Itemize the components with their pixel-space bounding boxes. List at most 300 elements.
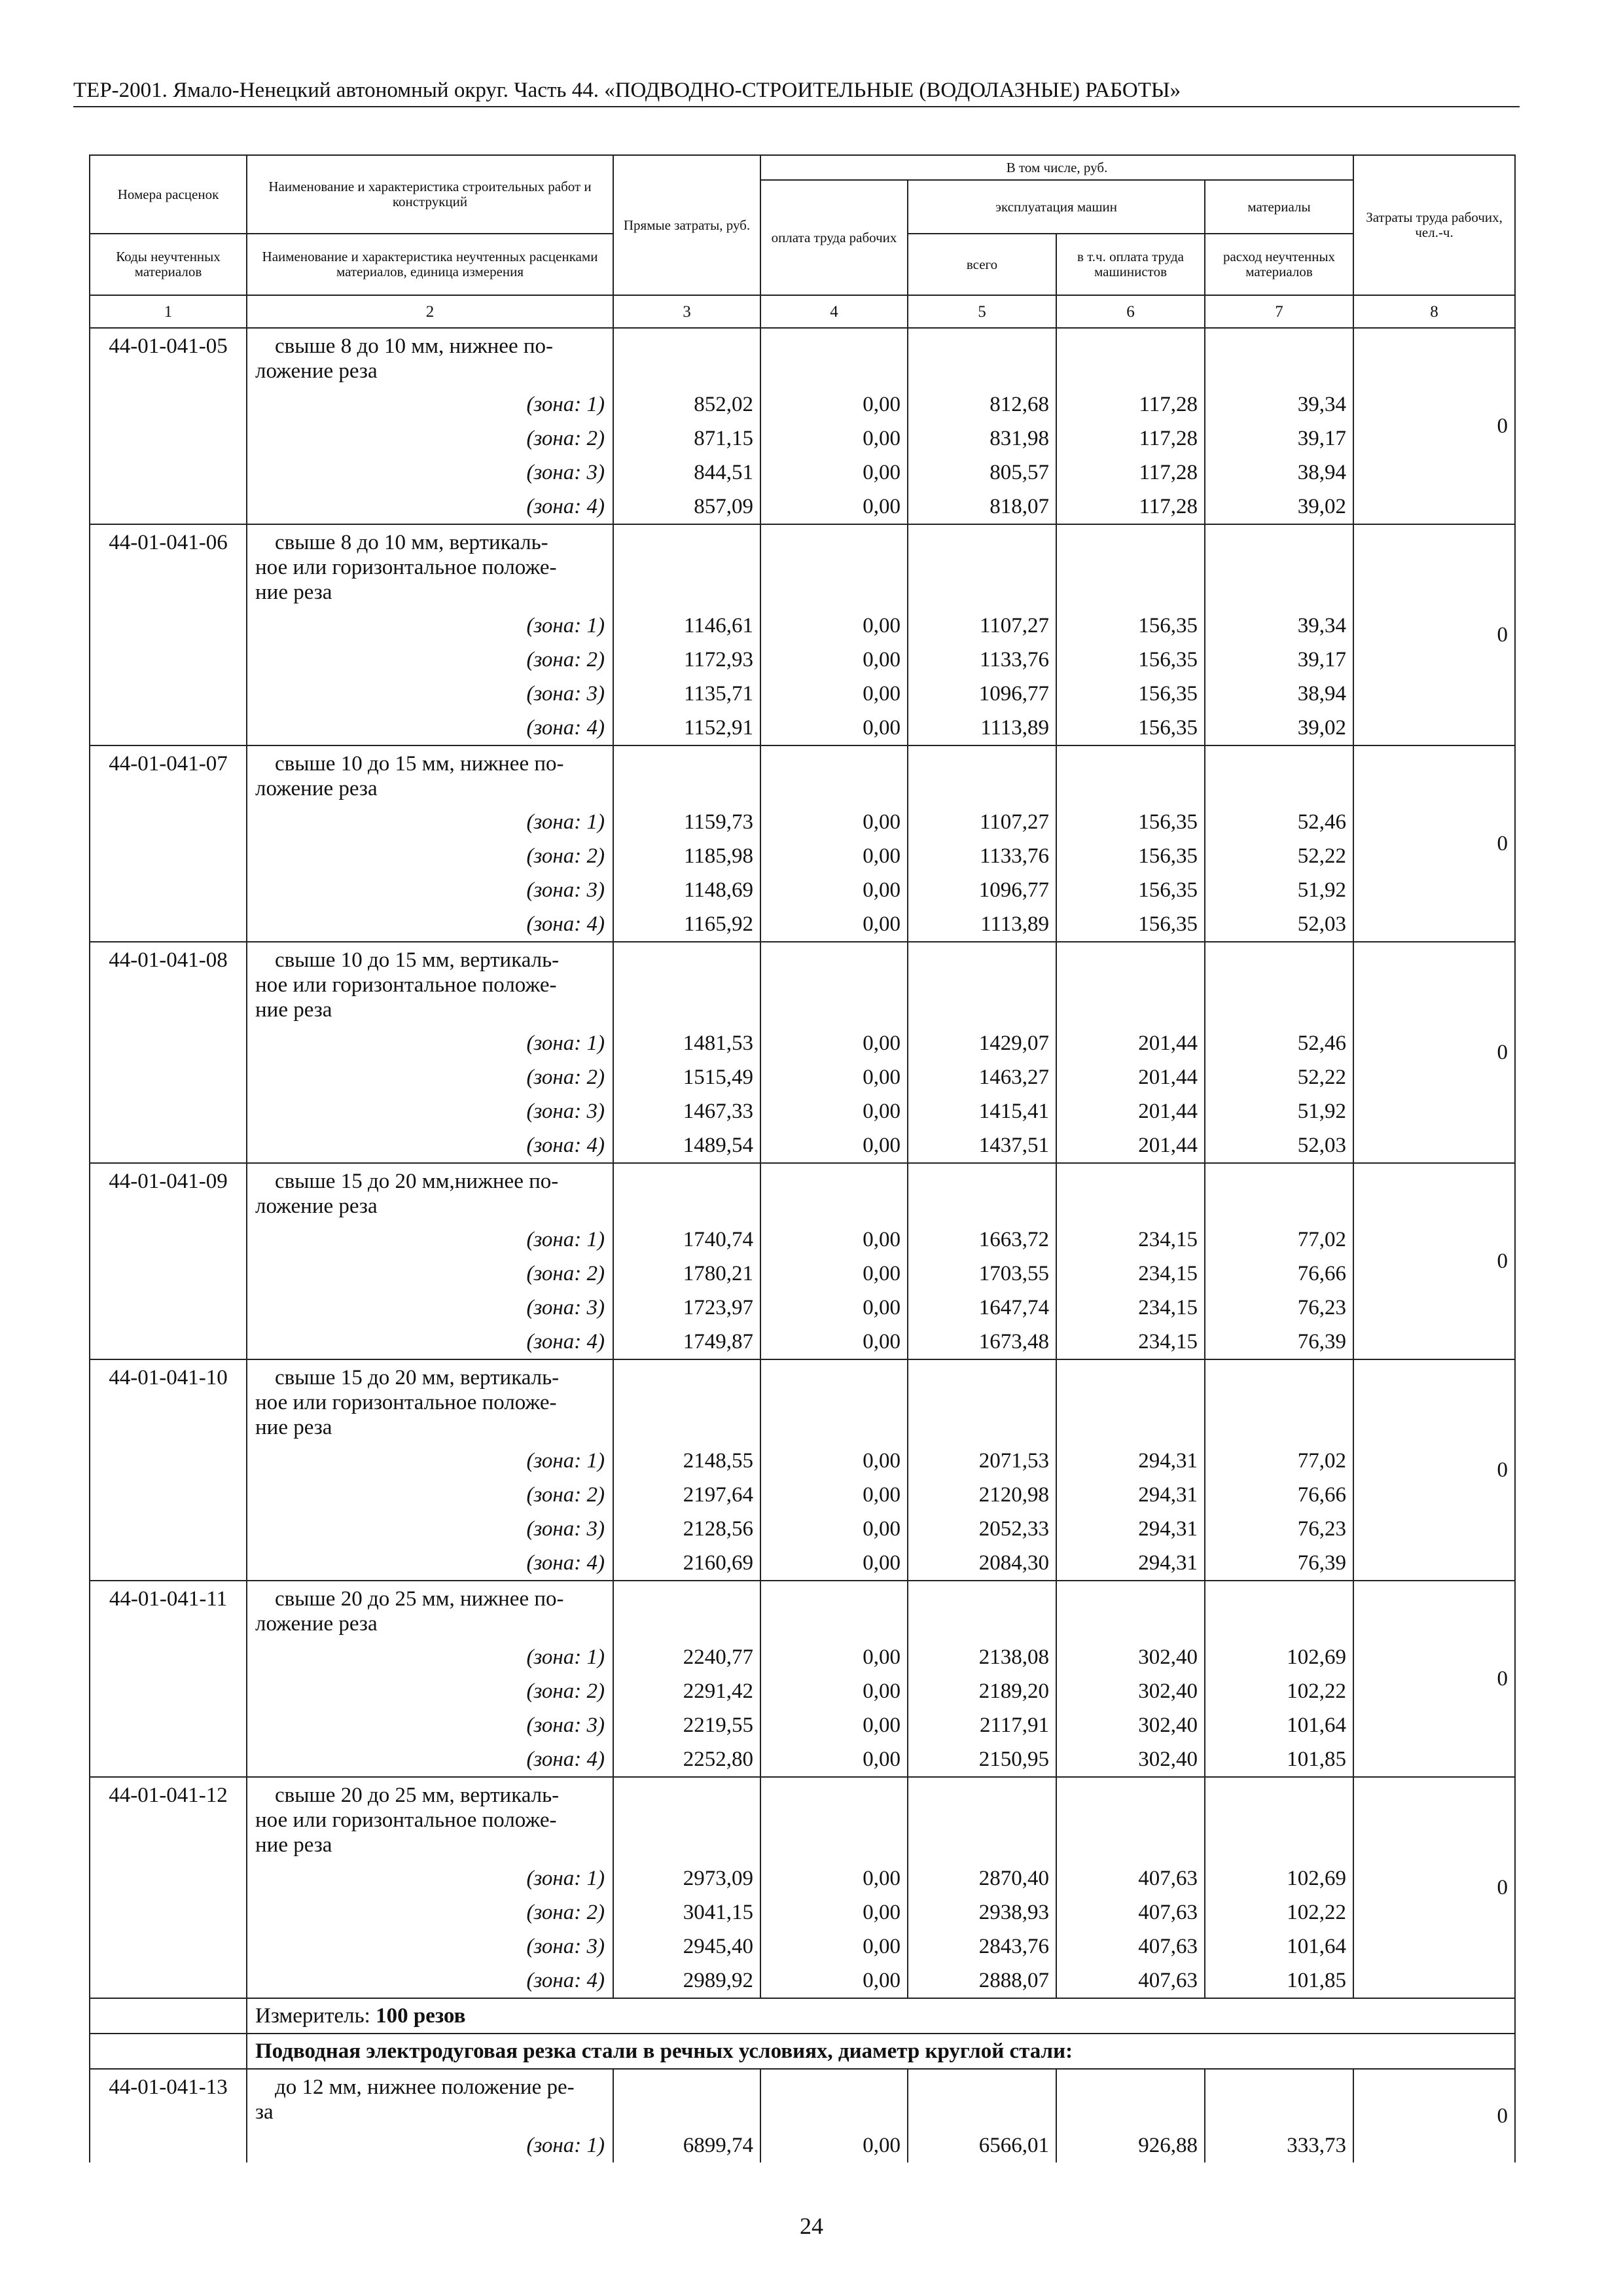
- materials-cost: 39,17: [1205, 422, 1353, 456]
- zone-row: [90, 1546, 1515, 1581]
- description-line: ное или горизонтальное положе-: [255, 1391, 557, 1414]
- zone-label: (зона: 2): [247, 422, 613, 456]
- materials-cost: 39,02: [1205, 711, 1353, 745]
- machine-cost-total: 1437,51: [908, 1128, 1056, 1163]
- empty-cell: [760, 745, 908, 805]
- machine-cost-total: 2052,33: [908, 1512, 1056, 1546]
- labor-cost: 0: [1353, 1163, 1515, 1359]
- zone-label: (зона: 1): [247, 1444, 613, 1478]
- direct-cost: 2973,09: [613, 1861, 760, 1895]
- worker-wages: 0,00: [760, 387, 908, 422]
- zone-row: [90, 1640, 1515, 1674]
- machine-cost-total: 1673,48: [908, 1325, 1056, 1359]
- header-col7: расход неучтенных материалов: [1205, 234, 1353, 295]
- work-description: [247, 328, 613, 387]
- machine-cost-total: 1133,76: [908, 643, 1056, 677]
- machinist-wages: 156,35: [1056, 873, 1205, 907]
- empty-cell: [613, 2069, 760, 2128]
- worker-wages: 0,00: [760, 1546, 908, 1581]
- direct-cost: 1749,87: [613, 1325, 760, 1359]
- zone-row: [90, 1026, 1515, 1060]
- empty-cell: [1205, 745, 1353, 805]
- worker-wages: 0,00: [760, 1325, 908, 1359]
- zone-label: (зона: 2): [247, 839, 613, 873]
- machinist-wages: 926,88: [1056, 2128, 1205, 2162]
- materials-cost: 101,64: [1205, 1929, 1353, 1964]
- work-description: [247, 1163, 613, 1223]
- direct-cost: 1723,97: [613, 1291, 760, 1325]
- zone-label: (зона: 1): [247, 387, 613, 422]
- rate-row: [90, 524, 1515, 609]
- zone-label: (зона: 2): [247, 1895, 613, 1929]
- machine-cost-total: 1107,27: [908, 609, 1056, 643]
- description-line: ложение реза: [255, 1194, 378, 1218]
- materials-cost: 76,39: [1205, 1325, 1353, 1359]
- zone-row: [90, 1325, 1515, 1359]
- worker-wages: 0,00: [760, 1257, 908, 1291]
- materials-cost: 102,69: [1205, 1861, 1353, 1895]
- rate-code: 44-01-041-08: [90, 942, 247, 1163]
- machinist-wages: 302,40: [1056, 1674, 1205, 1708]
- zone-label: (зона: 2): [247, 1060, 613, 1094]
- labor-cost: 0: [1353, 1581, 1515, 1777]
- rate-row: [90, 942, 1515, 1026]
- zone-row: [90, 456, 1515, 490]
- col-number: 1: [90, 295, 247, 328]
- machine-cost-total: 1429,07: [908, 1026, 1056, 1060]
- zone-row: [90, 1223, 1515, 1257]
- zone-label: (зона: 1): [247, 1861, 613, 1895]
- work-description-text: [255, 1581, 606, 1640]
- worker-wages: 0,00: [760, 839, 908, 873]
- zone-label: (зона: 1): [247, 2128, 613, 2162]
- direct-cost: 1146,61: [613, 609, 760, 643]
- direct-cost: 3041,15: [613, 1895, 760, 1929]
- zone-row: [90, 1964, 1515, 1998]
- machine-cost-total: 2189,20: [908, 1674, 1056, 1708]
- worker-wages: 0,00: [760, 609, 908, 643]
- empty-cell: [760, 942, 908, 1026]
- rate-row: [90, 1581, 1515, 1640]
- machinist-wages: 234,15: [1056, 1291, 1205, 1325]
- worker-wages: 0,00: [760, 1929, 908, 1964]
- machinist-wages: 201,44: [1056, 1060, 1205, 1094]
- direct-cost: 1159,73: [613, 805, 760, 839]
- machine-cost-total: 1096,77: [908, 677, 1056, 711]
- zone-label: (зона: 4): [247, 1742, 613, 1777]
- worker-wages: 0,00: [760, 1861, 908, 1895]
- zone-label: (зона: 1): [247, 1223, 613, 1257]
- machinist-wages: 201,44: [1056, 1094, 1205, 1128]
- materials-cost: 102,22: [1205, 1674, 1353, 1708]
- worker-wages: 0,00: [760, 643, 908, 677]
- zone-row: [90, 873, 1515, 907]
- worker-wages: 0,00: [760, 490, 908, 524]
- zone-row: [90, 387, 1515, 422]
- zone-label: (зона: 3): [247, 456, 613, 490]
- worker-wages: 0,00: [760, 456, 908, 490]
- zone-row: [90, 1128, 1515, 1163]
- materials-cost: 77,02: [1205, 1444, 1353, 1478]
- zone-row: [90, 643, 1515, 677]
- work-description-text: [255, 1778, 606, 1861]
- machine-cost-total: 6566,01: [908, 2128, 1056, 2162]
- zone-row: [90, 422, 1515, 456]
- empty-cell: [1205, 2069, 1353, 2128]
- materials-cost: 52,46: [1205, 1026, 1353, 1060]
- machine-cost-total: 831,98: [908, 422, 1056, 456]
- machinist-wages: 201,44: [1056, 1128, 1205, 1163]
- machine-cost-total: 1463,27: [908, 1060, 1056, 1094]
- machine-cost-total: 1107,27: [908, 805, 1056, 839]
- machinist-wages: 407,63: [1056, 1861, 1205, 1895]
- direct-cost: 1185,98: [613, 839, 760, 873]
- machine-cost-total: 805,57: [908, 456, 1056, 490]
- machine-cost-total: 1647,74: [908, 1291, 1056, 1325]
- rate-code: 44-01-041-10: [90, 1359, 247, 1581]
- materials-cost: 76,23: [1205, 1291, 1353, 1325]
- materials-cost: 76,66: [1205, 1478, 1353, 1512]
- empty-cell: [908, 1581, 1056, 1640]
- worker-wages: 0,00: [760, 677, 908, 711]
- empty-cell: [908, 2069, 1056, 2128]
- empty-cell: [760, 1777, 908, 1861]
- empty-cell: [1056, 942, 1205, 1026]
- rate-code: 44-01-041-07: [90, 745, 247, 942]
- header-col4: оплата труда рабочих: [760, 180, 908, 295]
- header-col2-bottom: Наименование и характеристика неучтенных расценками материалов, единица измерения: [247, 234, 613, 295]
- description-line: свыше 20 до 25 мм, нижнее по-: [275, 1587, 564, 1611]
- labor-cost: 0: [1353, 524, 1515, 745]
- description-line: свыше 20 до 25 мм, вертикаль-: [275, 1784, 560, 1807]
- machinist-wages: 234,15: [1056, 1257, 1205, 1291]
- work-description-text: [255, 1360, 606, 1444]
- zone-label: (зона: 4): [247, 907, 613, 942]
- machinist-wages: 234,15: [1056, 1223, 1205, 1257]
- machinist-wages: 156,35: [1056, 805, 1205, 839]
- machine-cost-total: 1096,77: [908, 873, 1056, 907]
- machinist-wages: 302,40: [1056, 1742, 1205, 1777]
- machinist-wages: 294,31: [1056, 1546, 1205, 1581]
- machine-cost-total: 2888,07: [908, 1964, 1056, 1998]
- empty-cell: [908, 328, 1056, 387]
- materials-cost: 101,64: [1205, 1708, 1353, 1742]
- machinist-wages: 407,63: [1056, 1895, 1205, 1929]
- materials-cost: 52,46: [1205, 805, 1353, 839]
- empty-cell: [1205, 942, 1353, 1026]
- worker-wages: 0,00: [760, 1895, 908, 1929]
- description-line: ние реза: [255, 581, 332, 604]
- direct-cost: 1148,69: [613, 873, 760, 907]
- direct-cost: 857,09: [613, 490, 760, 524]
- empty-cell: [908, 1777, 1056, 1861]
- header-including: В том числе, руб.: [760, 155, 1353, 180]
- direct-cost: 1467,33: [613, 1094, 760, 1128]
- worker-wages: 0,00: [760, 907, 908, 942]
- empty-cell: [760, 1359, 908, 1444]
- header-col1-bottom: Коды неучтенных материалов: [90, 234, 247, 295]
- machine-cost-total: 1113,89: [908, 711, 1056, 745]
- description-line: до 12 мм, нижнее положение ре-: [275, 2075, 575, 2099]
- materials-cost: 333,73: [1205, 2128, 1353, 2162]
- work-description-text: [255, 329, 606, 387]
- materials-cost: 76,39: [1205, 1546, 1353, 1581]
- description-line: свыше 8 до 10 мм, вертикаль-: [275, 531, 548, 554]
- machine-cost-total: 2150,95: [908, 1742, 1056, 1777]
- zone-label: (зона: 4): [247, 1964, 613, 1998]
- materials-cost: 38,94: [1205, 456, 1353, 490]
- rate-row: [90, 2069, 1515, 2128]
- zone-row: [90, 1708, 1515, 1742]
- empty-cell: [760, 328, 908, 387]
- direct-cost: 1740,74: [613, 1223, 760, 1257]
- table-head: [90, 155, 1515, 328]
- header-col3: Прямые затраты, руб.: [613, 155, 760, 295]
- zone-label: (зона: 3): [247, 1708, 613, 1742]
- rate-code: 44-01-041-05: [90, 328, 247, 524]
- worker-wages: 0,00: [760, 1478, 908, 1512]
- empty-cell: [908, 1359, 1056, 1444]
- labor-cost: 0: [1353, 328, 1515, 524]
- machine-cost-total: 1133,76: [908, 839, 1056, 873]
- direct-cost: 852,02: [613, 387, 760, 422]
- machinist-wages: 156,35: [1056, 677, 1205, 711]
- labor-cost: 0: [1353, 1777, 1515, 1998]
- empty-cell: [1205, 524, 1353, 609]
- worker-wages: 0,00: [760, 1026, 908, 1060]
- header-col5: всего: [908, 234, 1056, 295]
- direct-cost: 2197,64: [613, 1478, 760, 1512]
- description-line: свыше 10 до 15 мм, нижнее по-: [275, 752, 564, 776]
- zone-row: [90, 1742, 1515, 1777]
- direct-cost: 2160,69: [613, 1546, 760, 1581]
- machinist-wages: 156,35: [1056, 711, 1205, 745]
- materials-cost: 39,34: [1205, 609, 1353, 643]
- machinist-wages: 117,28: [1056, 422, 1205, 456]
- materials-cost: 52,22: [1205, 839, 1353, 873]
- zone-label: (зона: 1): [247, 1026, 613, 1060]
- direct-cost: 1135,71: [613, 677, 760, 711]
- work-description: [247, 2069, 613, 2128]
- section-row: [90, 2034, 1515, 2069]
- worker-wages: 0,00: [760, 1640, 908, 1674]
- zone-label: (зона: 1): [247, 1640, 613, 1674]
- col-number: 4: [760, 295, 908, 328]
- direct-cost: 2128,56: [613, 1512, 760, 1546]
- zone-label: (зона: 2): [247, 1257, 613, 1291]
- worker-wages: 0,00: [760, 1223, 908, 1257]
- machinist-wages: 156,35: [1056, 643, 1205, 677]
- materials-cost: 101,85: [1205, 1964, 1353, 1998]
- measure-value: 100 резов: [376, 2004, 466, 2028]
- section-title-text: Подводная электродуговая резка стали в речных условиях, диаметр круглой стали:: [255, 2039, 1073, 2063]
- direct-cost: 1481,53: [613, 1026, 760, 1060]
- materials-cost: 39,34: [1205, 387, 1353, 422]
- direct-cost: 1515,49: [613, 1060, 760, 1094]
- worker-wages: 0,00: [760, 711, 908, 745]
- work-description: [247, 1359, 613, 1444]
- materials-cost: 52,03: [1205, 907, 1353, 942]
- empty-cell: [1205, 1359, 1353, 1444]
- direct-cost: 2291,42: [613, 1674, 760, 1708]
- empty-cell: [1056, 524, 1205, 609]
- empty-cell: [760, 2069, 908, 2128]
- empty-cell: [613, 1163, 760, 1223]
- machine-cost-total: 2843,76: [908, 1929, 1056, 1964]
- machine-cost-total: 1703,55: [908, 1257, 1056, 1291]
- empty-cell: [1056, 1581, 1205, 1640]
- worker-wages: 0,00: [760, 2128, 908, 2162]
- description-line: ное или горизонтальное положе-: [255, 1808, 557, 1832]
- direct-cost: 844,51: [613, 456, 760, 490]
- zone-label: (зона: 4): [247, 1128, 613, 1163]
- rate-code: 44-01-041-11: [90, 1581, 247, 1777]
- zone-row: [90, 2128, 1515, 2162]
- zone-row: [90, 1861, 1515, 1895]
- materials-cost: 51,92: [1205, 1094, 1353, 1128]
- measure-row: [90, 1998, 1515, 2034]
- description-line: ние реза: [255, 998, 332, 1022]
- materials-cost: 76,23: [1205, 1512, 1353, 1546]
- zone-row: [90, 1512, 1515, 1546]
- direct-cost: 1489,54: [613, 1128, 760, 1163]
- empty-cell: [1056, 1359, 1205, 1444]
- zone-row: [90, 1444, 1515, 1478]
- col-number: 2: [247, 295, 613, 328]
- direct-cost: 1780,21: [613, 1257, 760, 1291]
- direct-cost: 2219,55: [613, 1708, 760, 1742]
- empty-cell: [1056, 2069, 1205, 2128]
- labor-cost: 0: [1353, 745, 1515, 942]
- zone-label: (зона: 1): [247, 609, 613, 643]
- rate-code: 44-01-041-13: [90, 2069, 247, 2162]
- col-number: 5: [908, 295, 1056, 328]
- empty-cell: [1056, 745, 1205, 805]
- zone-label: (зона: 3): [247, 1929, 613, 1964]
- direct-cost: 871,15: [613, 422, 760, 456]
- direct-cost: 6899,74: [613, 2128, 760, 2162]
- zone-label: (зона: 3): [247, 873, 613, 907]
- machine-cost-total: 1113,89: [908, 907, 1056, 942]
- worker-wages: 0,00: [760, 1708, 908, 1742]
- document-header: ТЕР-2001. Ямало-Ненецкий автономный округ. Часть 44. «ПОДВОДНО-СТРОИТЕЛЬНЫЕ (ВОДОЛАЗНЫЕ) РАБОТЫ»: [73, 79, 1181, 102]
- header-col6: в т.ч. оплата труда машинистов: [1056, 234, 1205, 295]
- empty-cell: [908, 745, 1056, 805]
- page-number: 24: [800, 2213, 823, 2239]
- description-line: ное или горизонтальное положе-: [255, 556, 557, 579]
- empty-cell: [613, 524, 760, 609]
- header-col2-top: Наименование и характеристика строительных работ и конструкций: [247, 155, 613, 234]
- machinist-wages: 294,31: [1056, 1444, 1205, 1478]
- section-title: [247, 2034, 1515, 2069]
- machine-cost-total: 2071,53: [908, 1444, 1056, 1478]
- worker-wages: 0,00: [760, 422, 908, 456]
- direct-cost: 2989,92: [613, 1964, 760, 1998]
- empty-cell: [760, 1581, 908, 1640]
- direct-cost: 2148,55: [613, 1444, 760, 1478]
- machinist-wages: 117,28: [1056, 387, 1205, 422]
- machinist-wages: 302,40: [1056, 1640, 1205, 1674]
- rate-code: 44-01-041-12: [90, 1777, 247, 1998]
- zone-label: (зона: 3): [247, 677, 613, 711]
- work-description-text: [255, 525, 606, 609]
- description-line: свыше 15 до 20 мм,нижнее по-: [275, 1170, 559, 1193]
- rate-row: [90, 1777, 1515, 1861]
- machinist-wages: 294,31: [1056, 1512, 1205, 1546]
- work-description: [247, 524, 613, 609]
- zone-row: [90, 609, 1515, 643]
- worker-wages: 0,00: [760, 1291, 908, 1325]
- zone-row: [90, 1929, 1515, 1964]
- empty-cell: [613, 328, 760, 387]
- work-description: [247, 745, 613, 805]
- description-line: ложение реза: [255, 1612, 378, 1636]
- col-number: 3: [613, 295, 760, 328]
- worker-wages: 0,00: [760, 1674, 908, 1708]
- work-description-text: [255, 2070, 606, 2128]
- rate-row: [90, 745, 1515, 805]
- zone-label: (зона: 3): [247, 1512, 613, 1546]
- zone-label: (зона: 4): [247, 1546, 613, 1581]
- machine-cost-total: 812,68: [908, 387, 1056, 422]
- materials-cost: 39,17: [1205, 643, 1353, 677]
- empty-cell: [1205, 1163, 1353, 1223]
- worker-wages: 0,00: [760, 1128, 908, 1163]
- zone-row: [90, 805, 1515, 839]
- empty-cell: [1056, 1163, 1205, 1223]
- machinist-wages: 294,31: [1056, 1478, 1205, 1512]
- direct-cost: 1152,91: [613, 711, 760, 745]
- worker-wages: 0,00: [760, 1964, 908, 1998]
- machine-cost-total: 818,07: [908, 490, 1056, 524]
- empty-cell: [1056, 328, 1205, 387]
- col-number: 8: [1353, 295, 1515, 328]
- work-description: [247, 1581, 613, 1640]
- empty-cell: [908, 524, 1056, 609]
- header-machines: эксплуатация машин: [908, 180, 1205, 234]
- empty-cell: [1205, 328, 1353, 387]
- direct-cost: 2252,80: [613, 1742, 760, 1777]
- zone-label: (зона: 2): [247, 1674, 613, 1708]
- direct-cost: 2945,40: [613, 1929, 760, 1964]
- empty-cell: [90, 2034, 247, 2069]
- labor-cost: 0: [1353, 942, 1515, 1163]
- description-line: свыше 15 до 20 мм, вертикаль-: [275, 1366, 560, 1390]
- machine-cost-total: 2084,30: [908, 1546, 1056, 1581]
- machine-cost-total: 1663,72: [908, 1223, 1056, 1257]
- zone-row: [90, 1291, 1515, 1325]
- worker-wages: 0,00: [760, 873, 908, 907]
- zone-row: [90, 839, 1515, 873]
- zone-row: [90, 1060, 1515, 1094]
- header-col8: Затраты труда рабочих, чел.-ч.: [1353, 155, 1515, 295]
- col-number: 6: [1056, 295, 1205, 328]
- direct-cost: 1165,92: [613, 907, 760, 942]
- zone-row: [90, 490, 1515, 524]
- machine-cost-total: 2938,93: [908, 1895, 1056, 1929]
- worker-wages: 0,00: [760, 1094, 908, 1128]
- description-line: свыше 8 до 10 мм, нижнее по-: [275, 334, 553, 358]
- zone-row: [90, 1674, 1515, 1708]
- materials-cost: 52,22: [1205, 1060, 1353, 1094]
- zone-label: (зона: 3): [247, 1094, 613, 1128]
- empty-cell: [613, 1777, 760, 1861]
- empty-cell: [613, 745, 760, 805]
- zone-row: [90, 1257, 1515, 1291]
- rate-row: [90, 1163, 1515, 1223]
- table-body: [90, 328, 1515, 2162]
- direct-cost: 2240,77: [613, 1640, 760, 1674]
